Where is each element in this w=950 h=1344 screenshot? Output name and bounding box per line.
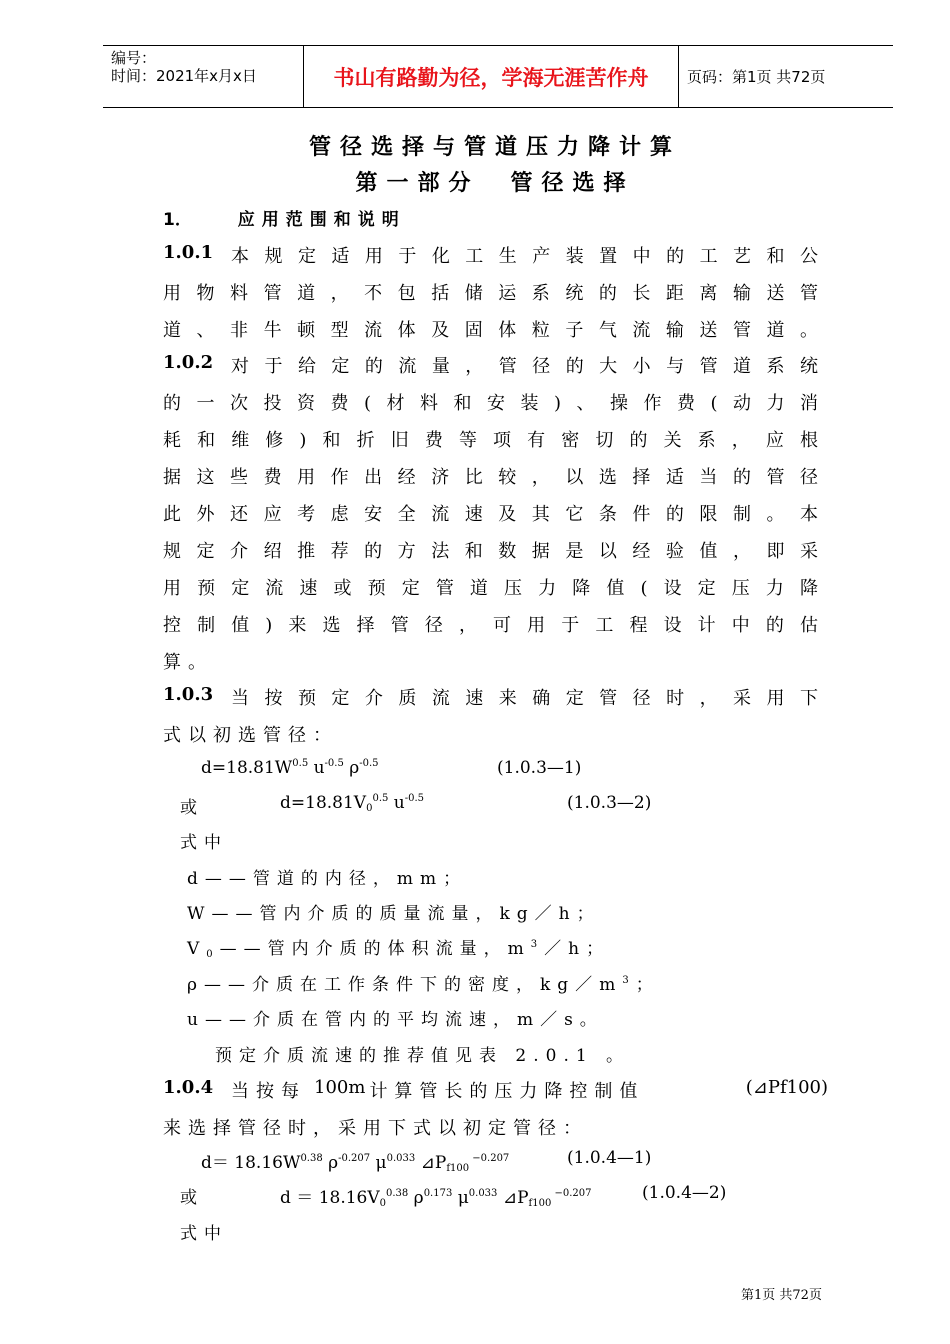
header-page-number: 页码：第1页 共72页: [687, 68, 826, 86]
formula-number: (1.0.3—1): [497, 758, 582, 778]
clause-number: 1.0.3: [163, 684, 214, 705]
paragraph-line: [163, 684, 818, 710]
or-label: 或: [180, 798, 197, 818]
header-motto: 书山有路勤为径，学海无涯苦作舟: [333, 65, 649, 90]
page-footer: 第1页 共72页: [741, 1288, 822, 1303]
paragraph-line: 用预定流速或预定管道压力降值(设定压力降: [163, 578, 818, 599]
header-divider: [678, 46, 679, 107]
document-subtitle: 第一部分 管径选择: [355, 171, 635, 196]
paragraph-line: 用物料管道，不包括储运系统的长距离输送管: [163, 283, 818, 304]
paragraph-line: 道、非牛顿型流体及固体粒子气流输送管道。: [163, 320, 818, 341]
section-title: 应用范围和说明: [237, 210, 406, 230]
formula-number: (1.0.4—1): [567, 1148, 652, 1168]
paragraph-line: 耗和维修)和折旧费等项有密切的关系，应根: [163, 430, 818, 451]
formula-1-0-3-2: $d=18.81V_0^{0.5}$ $u^{-0.5}$: [280, 793, 425, 814]
header-number: 编号：: [111, 49, 157, 67]
where-label: 式中: [180, 833, 228, 853]
paragraph-line: [163, 242, 818, 268]
paragraph-line: 来选择管径时，采用下式以初定管径：: [163, 1118, 588, 1139]
paragraph-line: 的一次投资费(材料和安装)、操作费(动力消: [163, 393, 818, 414]
formula-1-0-3-1: $d=18.81W^{0.5}$ $u^{-0.5}$ $\rho^{-0.5}$: [201, 758, 379, 778]
paragraph-line: 式以初选管径：: [163, 725, 338, 746]
paragraph-line: 算。: [163, 652, 213, 673]
variable-definition: d——管道的内径，mm；: [187, 869, 468, 889]
variable-definition: $V_0——$管内介质的体积流量，$m^3/h$；: [187, 939, 611, 960]
variable-definition: W——管内介质的质量流量，kg／h；: [187, 904, 601, 924]
recommendation-note: 预定介质流速的推荐值见表 2.0.1 。: [215, 1046, 631, 1066]
paragraph-line: 此外还应考虑安全流速及其它条件的限制。本: [163, 504, 818, 525]
header-time: 时间：2021年x月x日: [111, 67, 257, 85]
formula-number: (1.0.3—2): [567, 793, 652, 813]
clause-number: 1.0.1: [163, 242, 214, 263]
section-heading: [163, 205, 818, 230]
page-header: [103, 45, 893, 108]
paragraph-text: 当按每: [231, 1081, 306, 1102]
header-left: [111, 49, 257, 85]
formula-number: (1.0.4—2): [642, 1183, 727, 1203]
paragraph-line: [163, 352, 818, 378]
section-number: 1．: [163, 210, 192, 230]
variable-definition: u——介质在管内的平均流速，m／s。: [187, 1010, 604, 1030]
paragraph-text: 对于给定的流量，管径的大小与管道系统: [231, 356, 818, 377]
variable-definition: ρ——介质在工作条件下的密度，$kg/m^3$；: [187, 975, 660, 995]
clause-number: 1.0.2: [163, 352, 214, 373]
clause-number: 1.0.4: [163, 1077, 214, 1098]
where-label: 式中: [180, 1224, 228, 1244]
paragraph-line: 1.0.4 当按每 100m 计算管长的压力降控制值 (⊿Pf100): [163, 1077, 828, 1102]
paragraph-line: 规定介绍推荐的方法和数据是以经验值，即采: [163, 541, 818, 562]
document-title: 管径选择与管道压力降计算: [308, 135, 681, 160]
paragraph-line: 控制值)来选择管径，可用于工程设计中的估: [163, 615, 818, 636]
or-label: 或: [180, 1188, 197, 1208]
formula-1-0-4-2: $d = 18.16V_0^{0.38}$ $\rho^{0.173}$ $\mu^{0.033}$ $⊿P_{f100}$ $^{-0.207}$: [280, 1188, 592, 1209]
paragraph-text: 本规定适用于化工生产装置中的工艺和公: [231, 246, 818, 267]
paragraph-line: 据这些费用作出经济比较，以选择适当的管径: [163, 467, 818, 488]
paragraph-text: 当按预定介质流速来确定管径时，采用下: [231, 688, 818, 709]
formula-1-0-4-1: $d= 18.16W^{0.38}$ $\rho^{-0.207}$ $\mu^{0.033}$ $⊿P_{f100}$ $^{-0.207}$: [201, 1153, 510, 1174]
